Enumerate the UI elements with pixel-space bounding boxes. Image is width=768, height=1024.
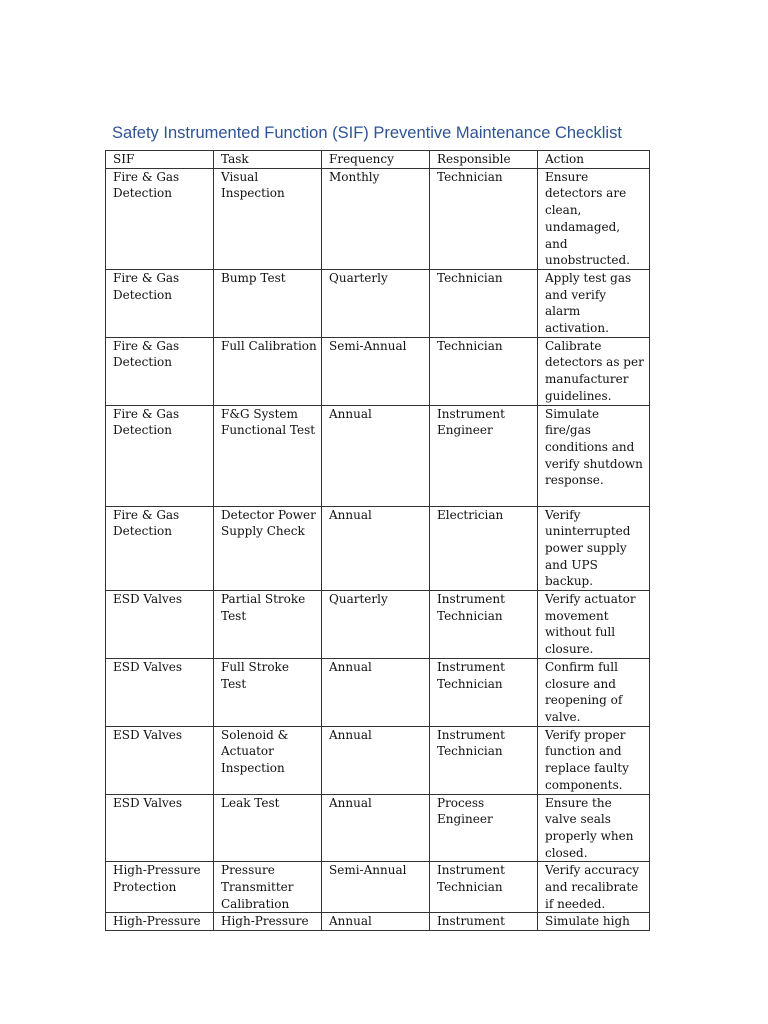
header-action: Action (538, 151, 650, 169)
table-row (106, 913, 650, 931)
cell-task: Bump Test (214, 269, 322, 337)
cell-frequency: Quarterly (322, 591, 430, 659)
cell-action: Verify proper function and replace faulty components. (538, 726, 650, 794)
cell-sif: Fire & Gas Detection (106, 269, 214, 337)
cell-responsible: Instrument Technician (430, 591, 538, 659)
cell-task: Partial Stroke Test (214, 591, 322, 659)
cell-sif: High-Pressure Protection (106, 862, 214, 913)
table-row (106, 794, 650, 862)
cell-action: Apply test gas and verify alarm activation. (538, 269, 650, 337)
table-row (106, 405, 650, 506)
cell-frequency: Annual (322, 913, 430, 931)
cell-action: Simulate high (538, 913, 650, 931)
cell-responsible: Electrician (430, 506, 538, 591)
table-row (106, 337, 650, 405)
cell-task: Pressure Transmitter Calibration (214, 862, 322, 913)
cell-responsible: Technician (430, 269, 538, 337)
cell-task: Full Stroke Test (214, 658, 322, 726)
cell-sif: High-Pressure (106, 913, 214, 931)
cell-action: Ensure the valve seals properly when closed. (538, 794, 650, 862)
cell-task: Detector Power Supply Check (214, 506, 322, 591)
cell-responsible: Instrument (430, 913, 538, 931)
table-row (106, 658, 650, 726)
table-row (106, 591, 650, 659)
cell-sif: Fire & Gas Detection (106, 337, 214, 405)
cell-responsible: Instrument Technician (430, 726, 538, 794)
header-task: Task (214, 151, 322, 169)
cell-responsible: Process Engineer (430, 794, 538, 862)
table-header-row (106, 151, 650, 169)
cell-frequency: Annual (322, 658, 430, 726)
cell-action: Ensure detectors are clean, undamaged, and unobstructed. (538, 168, 650, 269)
cell-responsible: Instrument Technician (430, 658, 538, 726)
table-row (106, 269, 650, 337)
cell-task: Full Calibration (214, 337, 322, 405)
cell-sif: Fire & Gas Detection (106, 506, 214, 591)
header-responsible: Responsible (430, 151, 538, 169)
cell-action: Verify accuracy and recalibrate if needed. (538, 862, 650, 913)
cell-frequency: Annual (322, 794, 430, 862)
header-sif: SIF (106, 151, 214, 169)
cell-frequency: Annual (322, 405, 430, 506)
cell-frequency: Annual (322, 726, 430, 794)
cell-task: Visual Inspection (214, 168, 322, 269)
cell-frequency: Semi-Annual (322, 862, 430, 913)
cell-responsible: Instrument Technician (430, 862, 538, 913)
cell-sif: ESD Valves (106, 726, 214, 794)
cell-action: Verify uninterrupted power supply and UPS backup. (538, 506, 650, 591)
cell-sif: Fire & Gas Detection (106, 405, 214, 506)
cell-action: Verify actuator movement without full closure. (538, 591, 650, 659)
cell-action: Confirm full closure and reopening of valve. (538, 658, 650, 726)
cell-task: High-Pressure (214, 913, 322, 931)
header-frequency: Frequency (322, 151, 430, 169)
table-row (106, 506, 650, 591)
cell-frequency: Quarterly (322, 269, 430, 337)
cell-task: Leak Test (214, 794, 322, 862)
cell-frequency: Semi-Annual (322, 337, 430, 405)
cell-action: Simulate fire/gas conditions and verify shutdown response. (538, 405, 650, 506)
cell-responsible: Technician (430, 337, 538, 405)
table-row (106, 168, 650, 269)
cell-action: Calibrate detectors as per manufacturer guidelines. (538, 337, 650, 405)
cell-sif: Fire & Gas Detection (106, 168, 214, 269)
maintenance-checklist-table (105, 150, 650, 931)
cell-responsible: Technician (430, 168, 538, 269)
table-row (106, 862, 650, 913)
cell-frequency: Annual (322, 506, 430, 591)
cell-task: Solenoid & Actuator Inspection (214, 726, 322, 794)
table-row (106, 726, 650, 794)
cell-task: F&G System Functional Test (214, 405, 322, 506)
cell-sif: ESD Valves (106, 591, 214, 659)
cell-sif: ESD Valves (106, 658, 214, 726)
cell-responsible: Instrument Engineer (430, 405, 538, 506)
cell-frequency: Monthly (322, 168, 430, 269)
document-title: Safety Instrumented Function (SIF) Preventive Maintenance Checklist (112, 124, 622, 142)
cell-sif: ESD Valves (106, 794, 214, 862)
